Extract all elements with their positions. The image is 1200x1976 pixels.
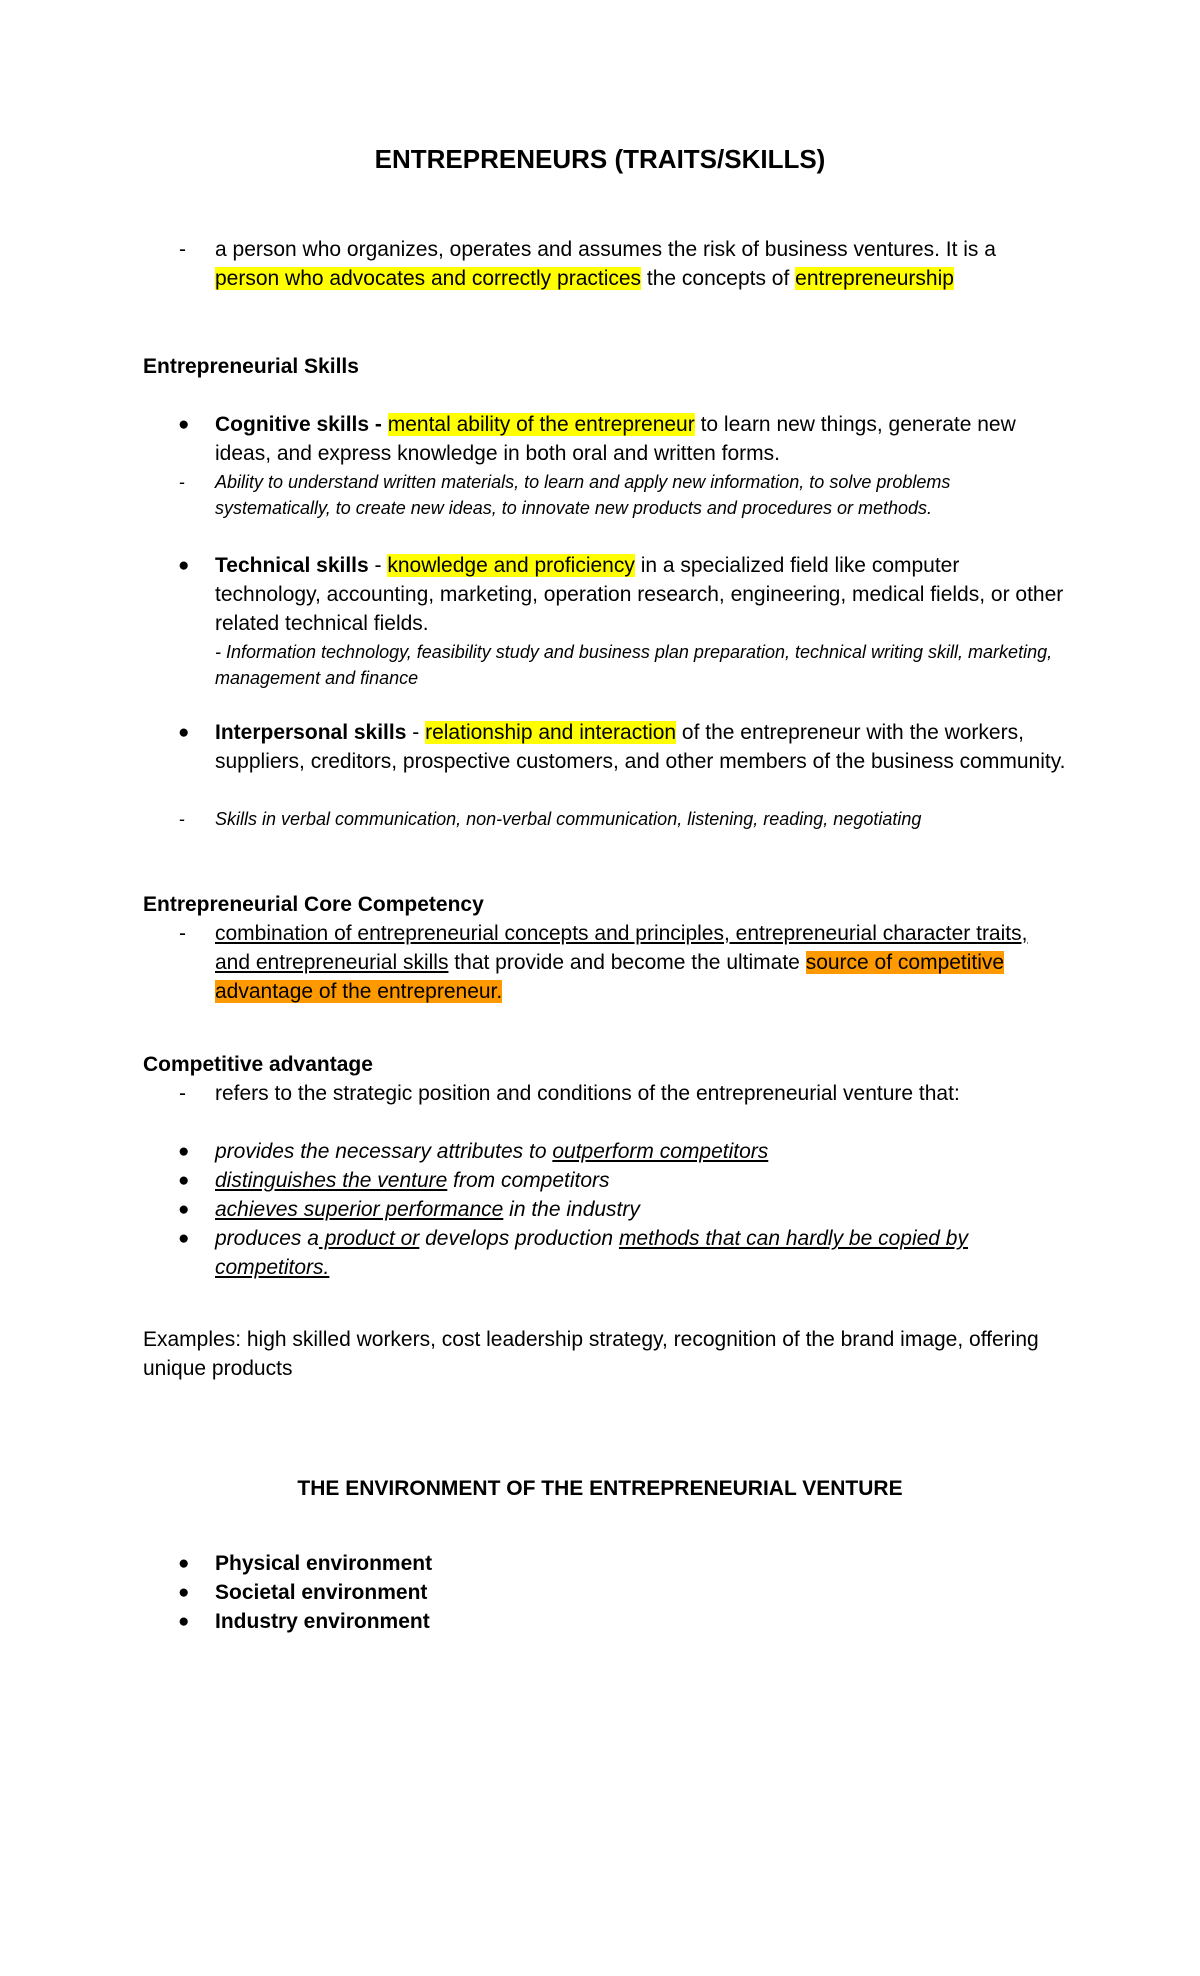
bullet-marker: ●	[178, 1170, 190, 1191]
dash-marker: -	[179, 238, 186, 261]
bullet-marker: ●	[178, 1141, 190, 1162]
advantage-bullet-1-start: provides the necessary attributes to	[215, 1140, 553, 1163]
environment-title: THE ENVIRONMENT OF THE ENTREPRENEURIAL VENTURE	[297, 1477, 903, 1500]
core-competency-underlined: combination of entrepreneurial concepts and principles, entrepreneurial character traits, and entrepreneurial skills	[215, 922, 1028, 974]
cognitive-skills-description: to learn new things, generate new ideas, and express knowledge in both oral and written forms.	[215, 413, 1016, 465]
technical-skills-label: Technical skills	[215, 554, 369, 577]
skills-heading: Entrepreneurial Skills	[143, 355, 359, 378]
cognitive-skills-highlight: mental ability of the entrepreneur	[387, 413, 695, 436]
competitive-advantage-heading: Competitive advantage	[143, 1053, 373, 1076]
bullet-marker: ●	[178, 1582, 190, 1603]
dash-marker: -	[179, 922, 186, 945]
environment-item-label: Societal environment	[215, 1581, 428, 1604]
environment-item-label: Physical environment	[215, 1552, 433, 1575]
technical-skills-highlight: knowledge and proficiency	[387, 554, 635, 577]
advantage-bullet-3-end: in the industry	[503, 1198, 640, 1221]
advantage-bullet-3-text	[215, 1195, 1067, 1224]
advantage-bullet-4-underlined-1: product or	[318, 1227, 420, 1250]
interpersonal-skills-separator: -	[406, 721, 426, 744]
cognitive-skills-text	[215, 410, 1067, 468]
core-competency-middle: that provide and become the ultimate	[448, 951, 806, 974]
advantage-bullet-1-underlined: outperform competitors	[552, 1140, 769, 1163]
interpersonal-skills-highlight: relationship and interaction	[425, 721, 677, 744]
definition-highlight-1: person who advocates and correctly practices	[215, 267, 642, 290]
definition-text-mid: the concepts of	[641, 267, 796, 290]
bullet-marker: ●	[178, 1199, 190, 1220]
technical-skills-separator: -	[368, 554, 388, 577]
cognitive-skills-label: Cognitive skills -	[215, 413, 382, 436]
interpersonal-skills-examples: Skills in verbal communication, non-verbal communication, listening, reading, negotiating	[215, 809, 922, 829]
advantage-bullet-2-end: from competitors	[447, 1169, 610, 1192]
bullet-marker: ●	[178, 555, 190, 576]
page-title: ENTREPRENEURS (TRAITS/SKILLS)	[374, 144, 826, 174]
advantage-bullet-2-underlined: distinguishes the venture	[215, 1169, 448, 1192]
bullet-marker: ●	[178, 722, 190, 743]
examples-paragraph: Examples: high skilled workers, cost leadership strategy, recognition of the brand image, offering unique products	[143, 1328, 1039, 1380]
competitive-advantage-intro: refers to the strategic position and conditions of the entrepreneurial venture that:	[215, 1082, 960, 1105]
dash-marker: -	[179, 472, 185, 492]
advantage-bullet-4-text	[215, 1224, 995, 1282]
technical-skills-examples: - Information technology, feasibility study and business plan preparation, technical writing skill, marketing, management and finance	[215, 642, 1053, 688]
definition-highlight-2: entrepreneurship	[795, 267, 954, 290]
core-competency-highlight: source of competitive advantage of the entrepreneur.	[215, 951, 1005, 1003]
interpersonal-skills-label: Interpersonal skills	[215, 721, 407, 744]
interpersonal-skills-description: of the entrepreneur with the workers, suppliers, creditors, prospective customers, and other members of the business community.	[215, 721, 1066, 773]
core-competency-heading: Entrepreneurial Core Competency	[143, 893, 484, 916]
bullet-marker: ●	[178, 414, 190, 435]
definition-text	[215, 235, 1067, 293]
core-competency-text	[215, 919, 1067, 1006]
advantage-bullet-2-text	[215, 1166, 1067, 1195]
cognitive-skills-examples: Ability to understand written materials, to learn and apply new information, to solve problems systematically, to create new ideas, to innovate new products and procedures or methods.	[215, 472, 951, 518]
advantage-bullet-4-underlined-2: methods that can hardly be copied by competitors.	[215, 1227, 968, 1279]
dash-marker: -	[179, 809, 185, 829]
technical-skills-text	[215, 551, 1067, 638]
bullet-marker: ●	[178, 1611, 190, 1632]
environment-item-label: Industry environment	[215, 1610, 430, 1633]
technical-skills-description: in a specialized field like computer technology, accounting, marketing, operation research, engineering, medical fields, or other related technical fields.	[215, 554, 1064, 635]
definition-text-start: a person who organizes, operates and assumes the risk of business ventures. It is a	[215, 238, 996, 261]
advantage-bullet-1-text	[215, 1137, 1067, 1166]
advantage-bullet-4-start: produces a	[215, 1227, 319, 1250]
advantage-bullet-4-middle: develops production	[419, 1227, 619, 1250]
bullet-marker: ●	[178, 1228, 190, 1249]
dash-marker: -	[179, 1082, 186, 1105]
bullet-marker: ●	[178, 1553, 190, 1574]
advantage-bullet-3-underlined: achieves superior performance	[215, 1198, 504, 1221]
interpersonal-skills-text	[215, 718, 1067, 776]
